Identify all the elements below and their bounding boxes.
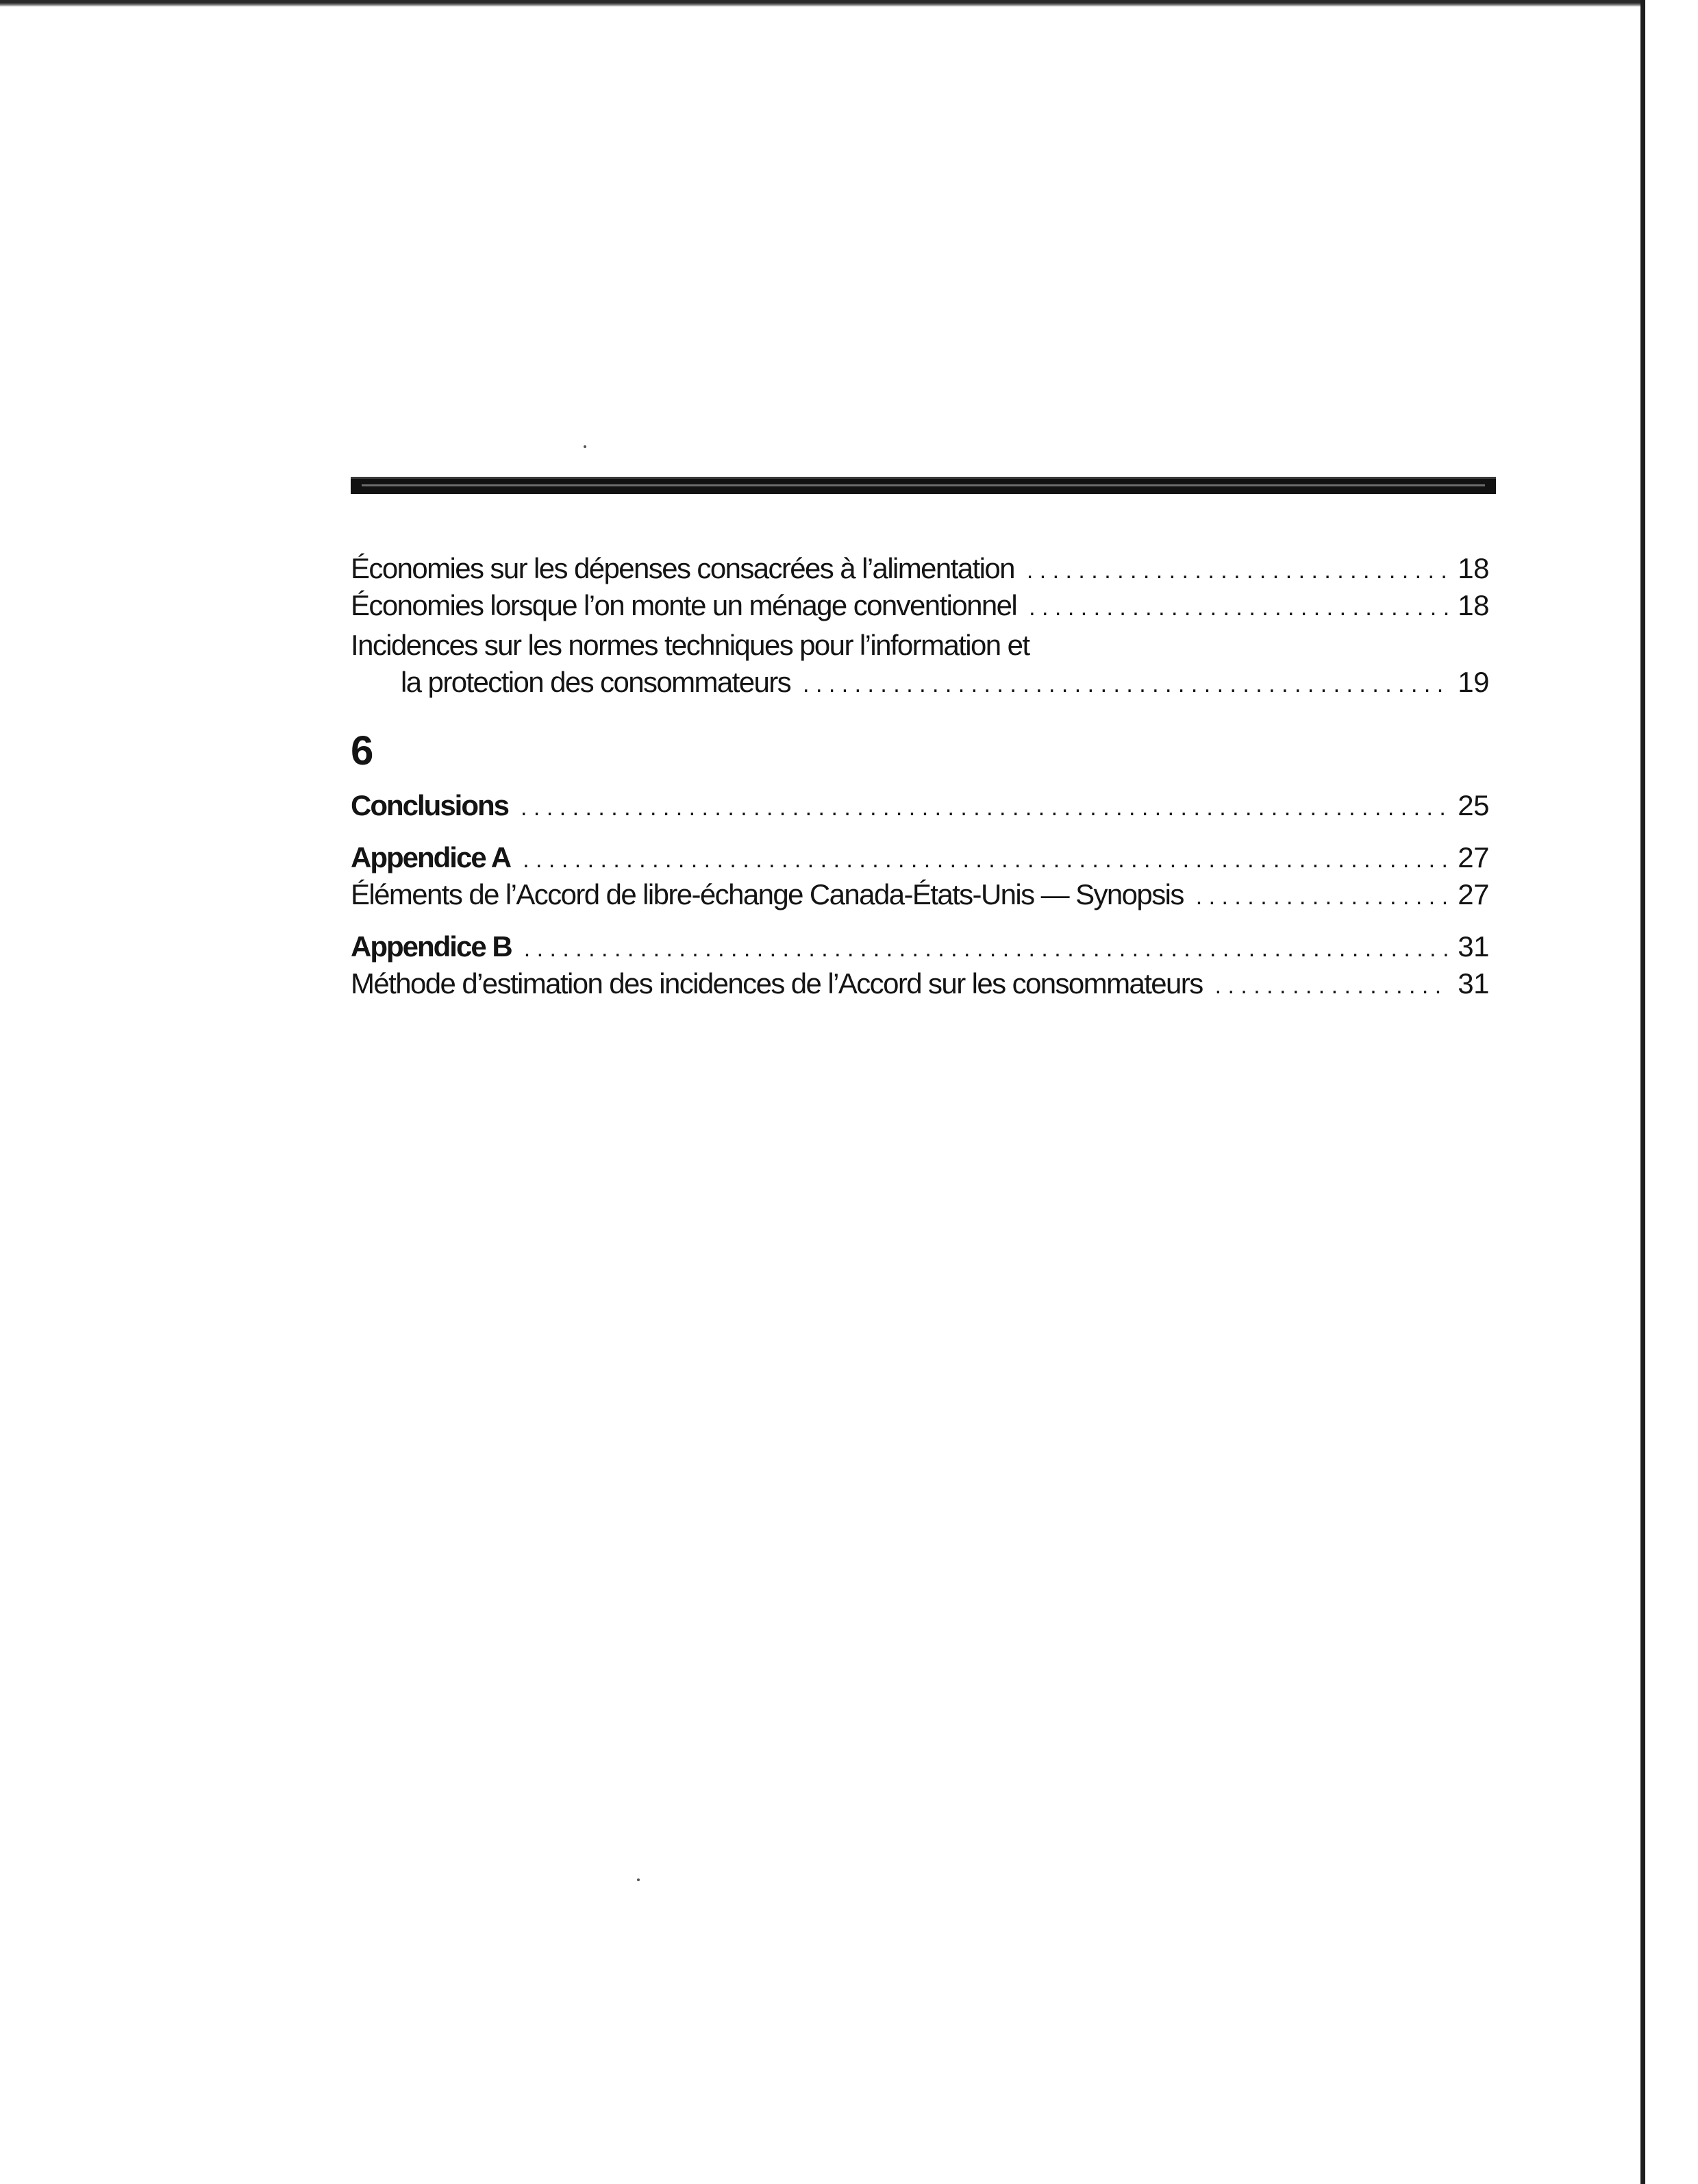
toc-leader-dots	[1196, 878, 1448, 916]
toc-entry[interactable]	[351, 586, 1489, 625]
scan-edge-right	[1640, 0, 1645, 2184]
toc-entry-page: 18	[1458, 552, 1489, 584]
toc-entry-label: Conclusions	[351, 789, 509, 821]
toc-entry-appendix-a[interactable]	[351, 839, 1489, 877]
toc-leader-dots	[803, 665, 1448, 704]
toc-entry[interactable]	[351, 663, 1489, 702]
toc-entry-label-line1: Incidences sur les normes techniques pour l’information et	[351, 629, 1029, 661]
header-rule	[351, 477, 1496, 494]
toc-entry[interactable]	[351, 965, 1489, 1003]
toc-entry[interactable]	[351, 549, 1489, 588]
chapter-number: 6	[351, 728, 374, 773]
toc-entry-label-line2: la protection des consommateurs	[401, 666, 791, 698]
toc-entry-page: 31	[1458, 930, 1489, 963]
toc-entry-label: Méthode d’estimation des incidences de l’Accord sur les consommateurs	[351, 967, 1203, 1000]
toc-entry-page: 27	[1458, 841, 1489, 873]
toc-entry[interactable]	[351, 876, 1489, 914]
toc-entry-label: Appendice B	[351, 930, 512, 963]
toc-leader-dots	[523, 841, 1448, 879]
toc-entry-label: Économies sur les dépenses consacrées à l’alimentation	[351, 552, 1014, 584]
toc-entry-conclusions[interactable]	[351, 786, 1489, 825]
scan-edge-top	[0, 0, 1644, 7]
toc-entry-appendix-b[interactable]	[351, 928, 1489, 966]
toc-leader-dots	[524, 930, 1448, 968]
toc-entry-page: 25	[1458, 789, 1489, 821]
toc-entry-label: Appendice A	[351, 841, 511, 873]
toc-entry-page: 18	[1458, 589, 1489, 621]
scan-speck	[637, 1878, 640, 1881]
toc-entry-label: Éléments de l’Accord de libre-échange Canada-États-Unis — Synopsis	[351, 878, 1184, 910]
toc-entry-label: Économies lorsque l’on monte un ménage conventionnel	[351, 589, 1017, 621]
toc-entry-page: 19	[1458, 666, 1489, 698]
scan-speck	[584, 445, 586, 448]
toc-leader-dots	[1027, 551, 1448, 590]
toc-leader-dots	[1029, 588, 1448, 627]
toc-leader-dots	[1215, 967, 1448, 1005]
toc-entry-page: 27	[1458, 878, 1489, 910]
toc-entry-page: 31	[1458, 967, 1489, 1000]
toc-leader-dots	[521, 789, 1448, 827]
